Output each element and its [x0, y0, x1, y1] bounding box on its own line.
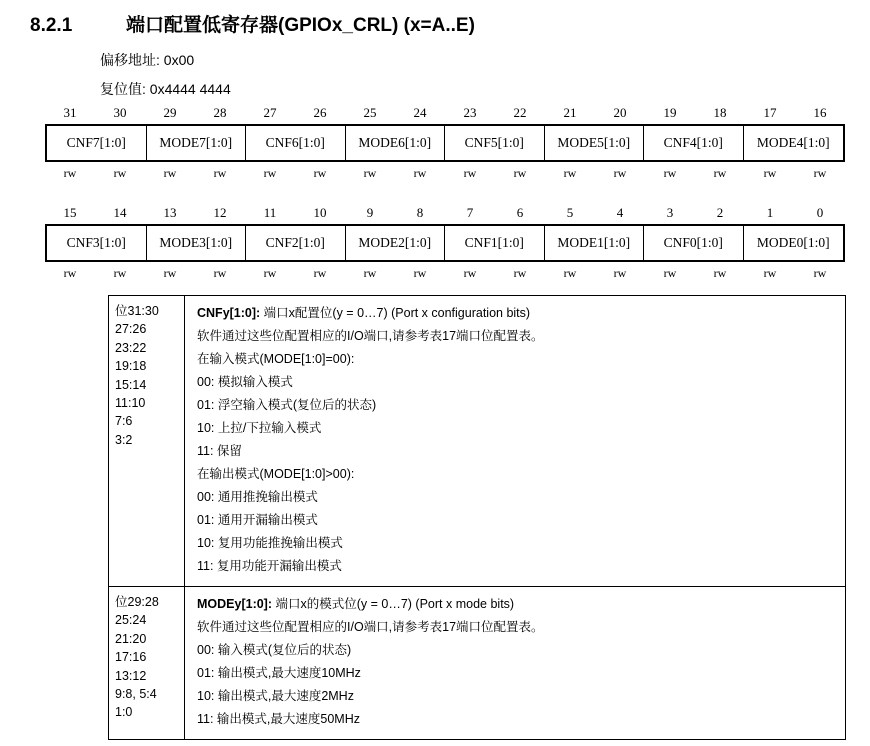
description-line: 10: 输出模式,最大速度2MHz — [197, 689, 354, 703]
access-flag: rw — [813, 266, 827, 280]
access-row — [45, 162, 845, 181]
access-flag: rw — [263, 166, 277, 180]
bit-number: 14 — [113, 205, 127, 220]
section-number: 8.2.1 — [30, 15, 73, 36]
access-flag: rw — [163, 266, 177, 280]
access-flag: rw — [313, 266, 327, 280]
description-line: 01: 通用开漏输出模式 — [197, 513, 318, 527]
bit-range: 19:18 — [115, 359, 147, 374]
register-field: MODE3[1:0] — [147, 226, 247, 260]
description-line: 10: 上拉/下拉输入模式 — [197, 421, 322, 435]
access-flag: rw — [213, 266, 227, 280]
bit-number: 17 — [763, 105, 777, 120]
description-line: 00: 输入模式(复位后的状态) — [197, 643, 352, 657]
bit-range: 7:6 — [115, 414, 133, 429]
bit-number: 2 — [716, 205, 724, 220]
reset-value-value: 0x4444 4444 — [149, 81, 231, 97]
access-flag: rw — [363, 166, 377, 180]
description-line: 11: 复用功能开漏输出模式 — [197, 559, 342, 573]
register-field: MODE1[1:0] — [545, 226, 645, 260]
access-flag: rw — [713, 266, 727, 280]
offset-address-label: 偏移地址: — [100, 52, 160, 68]
access-flag: rw — [463, 166, 477, 180]
offset-address — [100, 50, 194, 70]
bit-number: 26 — [313, 105, 327, 120]
access-flag: rw — [563, 266, 577, 280]
bit-number: 21 — [563, 105, 577, 120]
offset-address-value: 0x00 — [163, 52, 195, 68]
access-flag: rw — [313, 166, 327, 180]
register-field: MODE6[1:0] — [346, 126, 446, 160]
description-line: 00: 模拟输入模式 — [197, 375, 293, 389]
access-flag: rw — [213, 166, 227, 180]
bit-number: 8 — [416, 205, 424, 220]
bit-number: 4 — [616, 205, 624, 220]
access-flag: rw — [663, 266, 677, 280]
access-flag: rw — [713, 166, 727, 180]
bit-range: 11:10 — [115, 396, 146, 411]
field-title-line — [197, 593, 837, 616]
table-row — [109, 587, 845, 739]
bit-number: 18 — [713, 105, 727, 120]
bit-number: 28 — [213, 105, 227, 120]
bit-number: 13 — [163, 205, 177, 220]
bit-range: 位29:28 — [115, 595, 159, 609]
access-flag: rw — [113, 266, 127, 280]
bit-number-row — [45, 105, 845, 124]
bit-number: 24 — [413, 105, 427, 120]
field-name: CNFy[1:0]: — [197, 306, 261, 320]
bit-range: 3:2 — [115, 432, 133, 447]
register-field: MODE5[1:0] — [545, 126, 645, 160]
description-line: 01: 浮空输入模式(复位后的状态) — [197, 398, 377, 412]
bit-number: 0 — [816, 205, 824, 220]
access-flag: rw — [163, 166, 177, 180]
bit-number: 12 — [213, 205, 227, 220]
access-flag: rw — [763, 166, 777, 180]
description-line: 00: 通用推挽输出模式 — [197, 490, 318, 504]
bit-range: 位31:30 — [115, 304, 159, 318]
bit-number: 31 — [63, 105, 77, 120]
description-line: 11: 保留 — [197, 444, 242, 458]
description-line: 10: 复用功能推挽输出模式 — [197, 536, 343, 550]
register-field: MODE0[1:0] — [756, 235, 830, 250]
access-flag: rw — [613, 166, 627, 180]
description-line: 在输出模式(MODE[1:0]>00): — [197, 467, 355, 481]
register-field: MODE2[1:0] — [346, 226, 446, 260]
bit-number: 20 — [613, 105, 627, 120]
page-title — [30, 10, 475, 37]
bit-number: 22 — [513, 105, 527, 120]
access-flag: rw — [513, 266, 527, 280]
register-field: CNF3[1:0] — [47, 226, 147, 260]
bit-number: 23 — [463, 105, 477, 120]
bit-number: 29 — [163, 105, 177, 120]
access-flag: rw — [463, 266, 477, 280]
bit-description-table — [108, 295, 846, 740]
register-field-row — [45, 224, 845, 262]
section-title: 端口配置低寄存器(GPIOx_CRL) (x=A..E) — [126, 15, 475, 36]
register-field: CNF1[1:0] — [445, 226, 545, 260]
field-title-line — [197, 302, 837, 325]
bit-range: 27:26 — [115, 322, 147, 337]
bit-number: 25 — [363, 105, 377, 120]
field-name: MODEy[1:0]: — [197, 597, 273, 611]
access-flag: rw — [613, 266, 627, 280]
register-field: CNF0[1:0] — [644, 226, 744, 260]
bit-number: 30 — [113, 105, 127, 120]
field-title-rest: 端口x的模式位(y = 0…7) (Port x mode bits) — [272, 597, 515, 611]
bit-number: 19 — [663, 105, 677, 120]
access-flag: rw — [563, 166, 577, 180]
description-line: 01: 输出模式,最大速度10MHz — [197, 666, 361, 680]
access-flag: rw — [63, 166, 77, 180]
register-lower-half — [45, 205, 845, 281]
bit-number: 6 — [516, 205, 524, 220]
access-flag: rw — [513, 166, 527, 180]
bit-range: 17:16 — [115, 650, 147, 665]
register-field-row — [45, 124, 845, 162]
description-line: 在输入模式(MODE[1:0]=00): — [197, 352, 355, 366]
bit-range: 1:0 — [115, 705, 133, 720]
reset-value-label: 复位值: — [100, 81, 146, 97]
bit-range: 13:12 — [115, 668, 147, 683]
register-field: CNF7[1:0] — [47, 126, 147, 160]
register-upper-half — [45, 105, 845, 181]
register-field: CNF6[1:0] — [246, 126, 346, 160]
bit-number: 5 — [566, 205, 574, 220]
access-row — [45, 262, 845, 281]
reset-value — [100, 79, 231, 99]
bit-range: 23:22 — [115, 340, 147, 355]
register-field: MODE7[1:0] — [147, 126, 247, 160]
bit-range: 21:20 — [115, 631, 147, 646]
bit-number: 15 — [63, 205, 77, 220]
bit-number: 16 — [813, 105, 827, 120]
access-flag: rw — [413, 166, 427, 180]
bit-range: 15:14 — [115, 377, 147, 392]
register-field: CNF5[1:0] — [445, 126, 545, 160]
bit-number: 27 — [263, 105, 277, 120]
bit-range-cell — [109, 296, 185, 586]
register-field: MODE4[1:0] — [756, 135, 830, 150]
bit-number-row — [45, 205, 845, 224]
access-flag: rw — [113, 166, 127, 180]
bit-number: 9 — [366, 205, 374, 220]
access-flag: rw — [63, 266, 77, 280]
register-field: CNF4[1:0] — [644, 126, 744, 160]
field-title-rest: 端口x配置位(y = 0…7) (Port x configuration bits) — [260, 306, 531, 320]
bit-number: 11 — [263, 205, 277, 220]
access-flag: rw — [413, 266, 427, 280]
bit-number: 10 — [313, 205, 327, 220]
bit-number: 3 — [666, 205, 674, 220]
description-line: 软件通过这些位配置相应的I/O端口,请参考表17端口位配置表。 — [197, 329, 544, 343]
bit-number: 1 — [766, 205, 774, 220]
access-flag: rw — [763, 266, 777, 280]
access-flag: rw — [813, 166, 827, 180]
access-flag: rw — [363, 266, 377, 280]
bit-range-cell — [109, 587, 185, 739]
access-flag: rw — [663, 166, 677, 180]
register-field: CNF2[1:0] — [246, 226, 346, 260]
bit-description-cell — [185, 296, 845, 586]
description-line: 11: 输出模式,最大速度50MHz — [197, 712, 360, 726]
description-line: 软件通过这些位配置相应的I/O端口,请参考表17端口位配置表。 — [197, 620, 544, 634]
bit-range: 9:8, 5:4 — [115, 687, 157, 702]
table-row — [109, 296, 845, 587]
bit-range: 25:24 — [115, 613, 147, 628]
bit-number: 7 — [466, 205, 474, 220]
bit-description-cell — [185, 587, 845, 739]
access-flag: rw — [263, 266, 277, 280]
